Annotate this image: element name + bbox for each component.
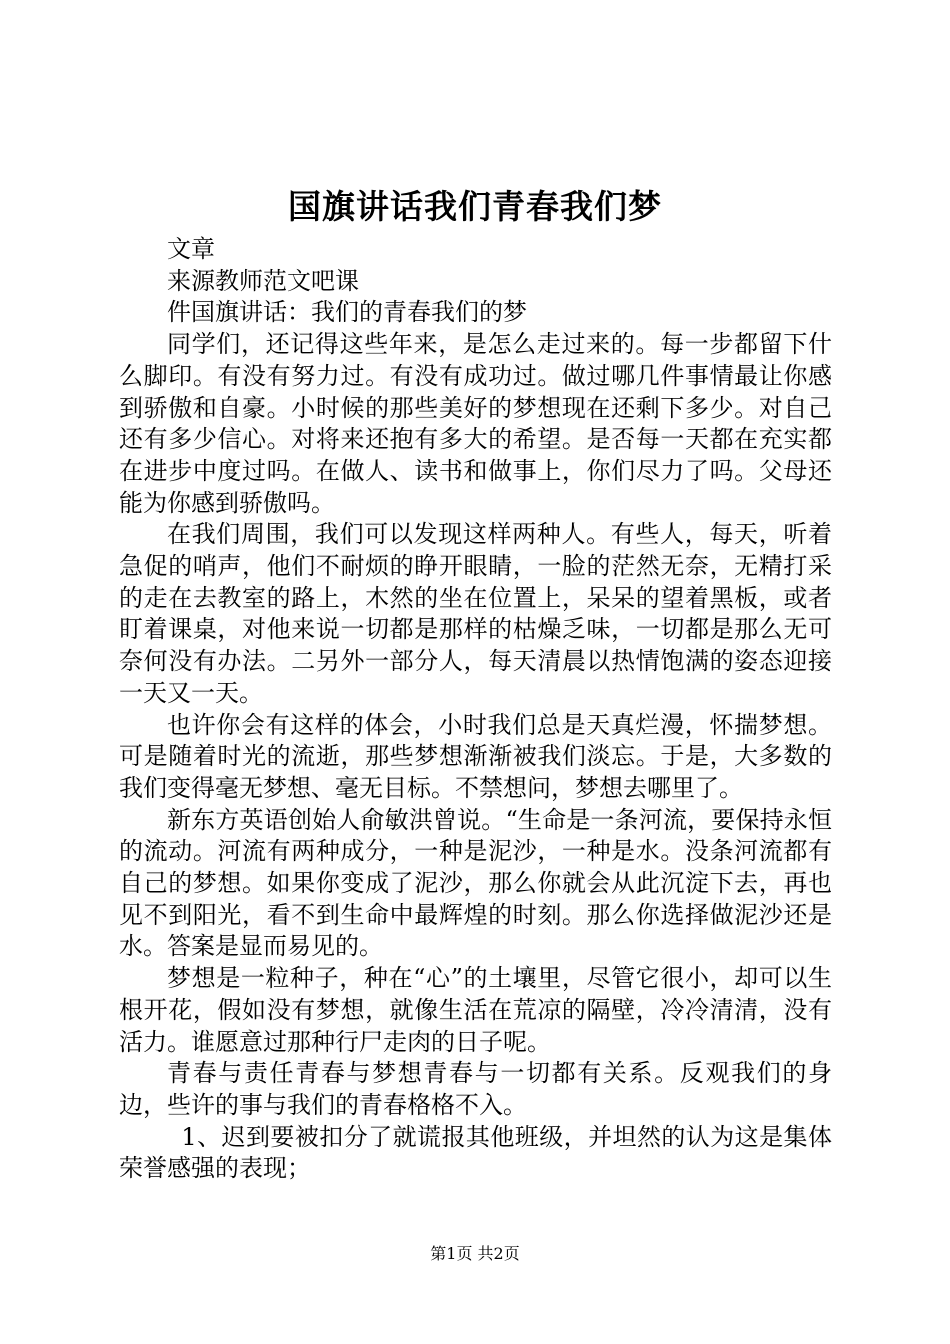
document-body [119,234,832,1185]
document-title: 国旗讲话我们青春我们梦 [288,187,662,226]
paragraph: 在我们周围，我们可以发现这样两种人。有些人，每天，听着急促的哨声，他们不耐烦的睁开眼睛，一脸的茫然无奈，无精打采的走在去教室的路上，木然的坐在位置上，呆呆的望着黑板，或者盯着课桌，对他来说一切都是那样的枯燥乏味，一切都是那么无可奈何没有办法。二另外一部分人，每天清晨以热情饱满的姿态迎接一天又一天。 [119,520,832,707]
page-footer: 第1页 共2页 [430,1244,520,1263]
paragraph: 新东方英语创始人俞敏洪曾说。“生命是一条河流，要保持永恒的流动。河流有两种成分，一种是泥沙，一种是水。没条河流都有自己的梦想。如果你变成了泥沙，那么你就会从此沉淀下去，再也见不到阳光，看不到生命中最辉煌的时刻。那么你选择做泥沙还是水。答案是显而易见的。 [119,805,832,961]
paragraph: 来源教师范文吧课 [167,266,359,295]
paragraph: 件国旗讲话：我们的青春我们的梦 [167,298,527,327]
paragraph: 青春与责任青春与梦想青春与一切都有关系。反观我们的身边，些许的事与我们的青春格格不入。 [119,1059,832,1119]
list-item: 1、迟到要被扣分了就谎报其他班级，并坦然的认为这是集体荣誉感强的表现； [119,1122,832,1183]
paragraph: 文章 [167,235,215,263]
paragraph: 也许你会有这样的体会，小时我们总是天真烂漫，怀揣梦想。可是随着时光的流逝，那些梦想渐渐被我们淡忘。于是，大多数的我们变得毫无梦想、毫无目标。不禁想问，梦想去哪里了。 [119,710,832,802]
paragraph: 同学们，还记得这些年来，是怎么走过来的。每一步都留下什么脚印。有没有努力过。有没有成功过。做过哪几件事情最让你感到骄傲和自豪。小时候的那些美好的梦想现在还剩下多少。对自己还有多少信心。对将来还抱有多大的希望。是否每一天都在充实都在进步中度过吗。在做人、读书和做事上，你们尽力了吗。父母还能为你感到骄傲吗。 [119,330,832,517]
paragraph: 梦想是一粒种子，种在“心”的土壤里，尽管它很小，却可以生根开花，假如没有梦想，就像生活在荒凉的隔壁，冷冷清清，没有活力。谁愿意过那种行尸走肉的日子呢。 [119,964,832,1056]
